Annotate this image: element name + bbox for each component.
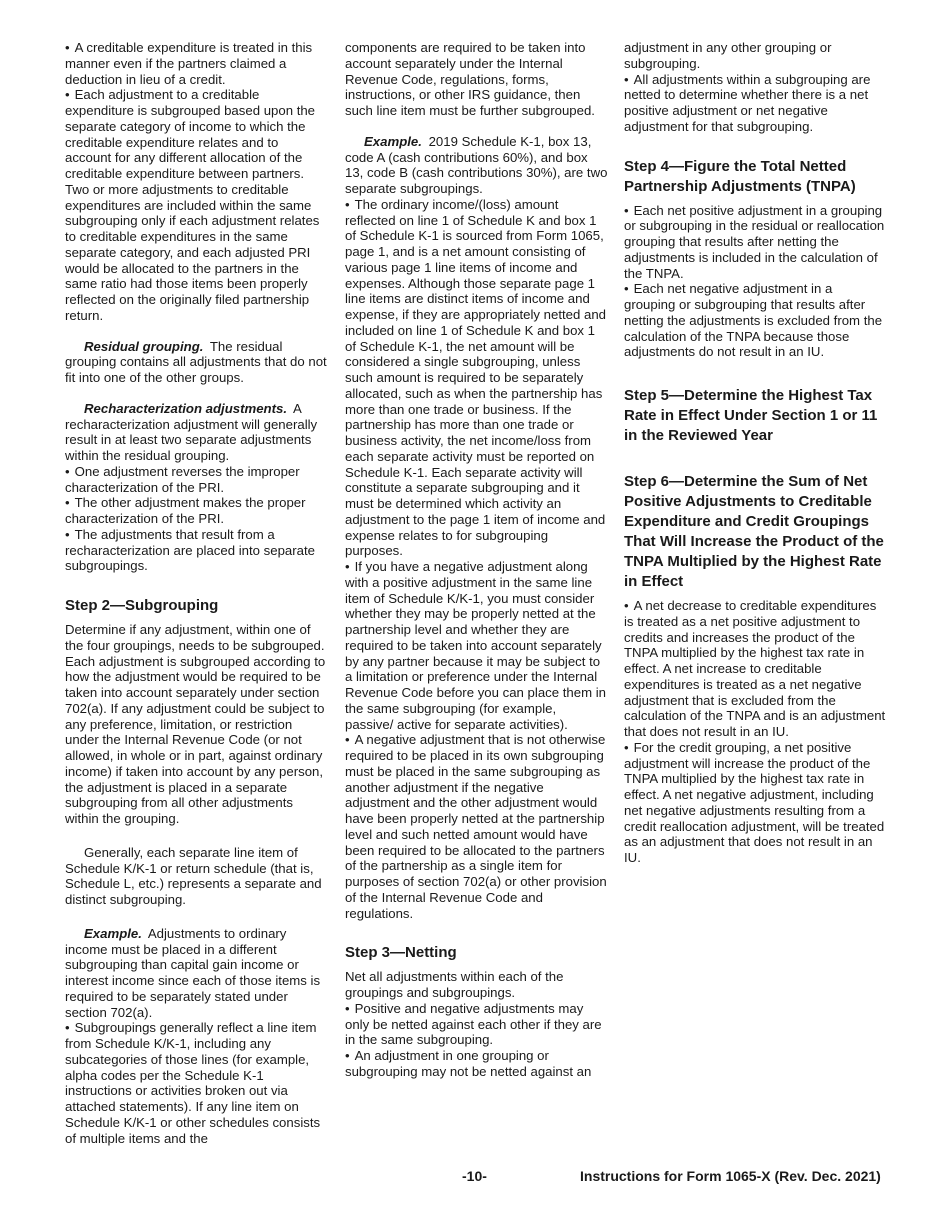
bullet-creditable-subgrouping: • Each adjustment to a creditable expenditure is subgrouped based upon the separate category of income to which the creditable expenditure relates and to account for any different allocation of the creditable expenditure between partners. Two or more adjustments to creditable expenditures are included within the same subgrouping only if each adjustment relates to creditable expenditures in the same separate category, and each adjusted PRI would be allocated to the partners in the same ratio had those items been properly reflected on the originally filed partnership return. xyxy=(65,87,327,323)
bullet-negative-adjustment: • A negative adjustment that is not otherwise required to be placed in its own subgrouping must be placed in the same subgrouping as another adjustment if the negative adjustment and the other adjustment would have been properly netted at the partnership level and such netted amount would have been required to be allocated to the partners of the partnership as a single item for purposes of section 702(a) or other provision of the Internal Revenue Code and regulations. xyxy=(345,732,608,921)
recharacterization-text: A recharacterization adjustment will generally result in at least two separate adjustments within the residual grouping. xyxy=(65,400,318,463)
bullet-positive-negative-netting: • Positive and negative adjustments may only be netted against each other if they are in the same subgrouping. xyxy=(345,1001,608,1048)
example-text-2: 2019 Schedule K-1, box 13, code A (cash contributions 60%), and box 13, code B (cash contributions 30%), are two separate subgroupings. xyxy=(345,133,608,196)
bullet-subgrouping-netted: • All adjustments within a subgrouping are netted to determine whether there is a net positive adjustment or net negative adjustment for that subgrouping. xyxy=(624,72,886,135)
bullet-net-positive: • Each net positive adjustment in a grouping or subgrouping in the residual or reallocation grouping that results after netting the adjustments is included in the calculation of the TNPA. xyxy=(624,203,886,282)
bullet-negative-with-positive: • If you have a negative adjustment along with a positive adjustment in the same line item of Schedule K/K-1, you must consider whether they may be properly netted at the partnership level and whether they are required to be taken into account separately by any partner because it may be subject to a limitation or preference under the Internal Revenue Code before you can place them in the same subgrouping (for example, passive/ active for separate activities). xyxy=(345,559,608,732)
column-3 xyxy=(624,40,886,866)
step5-heading: Step 5—Determine the Highest Tax Rate in Effect Under Section 1 or 11 in the Reviewed Year xyxy=(624,387,878,444)
bullet-recharacterization-subgroupings: • The adjustments that result from a recharacterization are placed into separate subgroupings. xyxy=(65,527,327,574)
step4-heading: Step 4—Figure the Total Netted Partnership Adjustments (TNPA) xyxy=(624,157,856,195)
page-number: -10- xyxy=(462,1168,487,1184)
form-title: Instructions for Form 1065-X (Rev. Dec. 2021) xyxy=(580,1168,881,1184)
bullet-subgroupings-line-item: • Subgroupings generally reflect a line item from Schedule K/K-1, including any subcategories of those lines (for example, alpha codes per the Schedule K-1 instructions or activities broken out via attached statements). If any line item on Schedule K/K-1 or other schedules consists of multiple items and the xyxy=(65,1020,327,1146)
example-paragraph-2 xyxy=(345,134,608,197)
continued-paragraph-3: adjustment in any other grouping or subgrouping. xyxy=(624,40,832,71)
residual-grouping-text: The residual grouping contains all adjustments that do not fit into one of the other groups. xyxy=(65,338,327,385)
bullet-creditable-treatment: • A creditable expenditure is treated in this manner even if the partners claimed a deduction in lieu of a credit. xyxy=(65,40,327,87)
example-heading-1: Example. xyxy=(84,925,142,941)
residual-grouping-heading: Residual grouping. xyxy=(84,338,204,354)
column-2 xyxy=(345,40,608,1080)
bullet-net-decrease: • A net decrease to creditable expenditures is treated as a net positive adjustment to credits and increases the product of the TNPA multiplied by the highest tax rate in effect. A net increase to creditable expenditures is treated as a net negative adjustment that is excluded from the calculation of the TNPA and is an adjustment that does not result in an IU. xyxy=(624,598,886,740)
column-1 xyxy=(65,40,327,1146)
step6-heading: Step 6—Determine the Sum of Net Positive Adjustments to Creditable Expenditure and Credit Groupings That Will Increase the Product of the TNPA Multiplied by the Highest Rate in Effect xyxy=(624,473,884,590)
example-heading-2: Example. xyxy=(364,133,422,149)
bullet-proper-characterization: • The other adjustment makes the proper characterization of the PRI. xyxy=(65,495,327,527)
continued-paragraph: components are required to be taken into account separately under the Internal Revenue Code, regulations, forms, instructions, or other IRS guidance, then such line item must be further subgrouped. xyxy=(345,40,595,118)
residual-grouping-paragraph xyxy=(65,339,327,386)
step2-text: Determine if any adjustment, within one of the four groupings, needs to be subgrouped. Each adjustment is subgrouped according to how the adjustment would be required to be taken into account separately under section 702(a). If any adjustment could be subject to any preference, limitation, or restriction under the Internal Revenue Code (or not allowed, in whole or in part, against ordinary income) if taken into account by any person, the adjustment is placed in a separate subgrouping from all other adjustments within the grouping. xyxy=(65,622,326,826)
step3-text: Net all adjustments within each of the groupings and subgroupings. xyxy=(345,969,564,1000)
recharacterization-heading: Recharacterization adjustments. xyxy=(84,400,288,416)
recharacterization-paragraph xyxy=(65,401,327,464)
bullet-credit-grouping: • For the credit grouping, a net positive adjustment will increase the product of the TNPA multiplied by the highest tax rate in effect. A net negative adjustment, including net negative adjustments resulting from a credit reallocation adjustment, will be treated as an adjustment that does not result in an IU. xyxy=(624,740,886,866)
bullet-reverse-improper: • One adjustment reverses the improper characterization of the PRI. xyxy=(65,464,327,496)
example-paragraph-1 xyxy=(65,926,327,1021)
step2-heading: Step 2—Subgrouping xyxy=(65,597,219,614)
generally-paragraph: Generally, each separate line item of Schedule K/K-1 or return schedule (that is, Schedule L, etc.) represents a separate and distinct subgrouping. xyxy=(65,844,322,907)
example-text-1: Adjustments to ordinary income must be placed in a different subgrouping than capital gain income or interest income since each of those items is required to be separately stated under section 702(a). xyxy=(65,925,321,1020)
bullet-net-negative: • Each net negative adjustment in a grouping or subgrouping that results after netting the adjustments is excluded from the calculation of the TNPA because those adjustments do not result in an IU. xyxy=(624,281,886,360)
bullet-ordinary-income: • The ordinary income/(loss) amount reflected on line 1 of Schedule K and box 1 of Schedule K-1 is sourced from Form 1065, page 1, and is a net amount consisting of various page 1 line items of income and expenses. Although those separate page 1 line items are distinct items of income and expense, if they are appropriately netted and included on line 1 of Schedule K and box 1 of Schedule K-1, the net amount will be considered a single subgrouping, unless such amount is required to be separately allocated, such as when the partnership has more than one trade or business. If the partnership has more than one trade or business activity, the net income/loss from each separate activity must be reported on Schedule K-1. Each separate activity will constitute a separate subgrouping and it must be determined which activity an adjustment to the page 1 item of income and expense relates to for subgrouping purposes. xyxy=(345,197,608,559)
step3-heading: Step 3—Netting xyxy=(345,944,457,962)
bullet-grouping-netting: • An adjustment in one grouping or subgrouping may not be netted against an xyxy=(345,1048,608,1080)
